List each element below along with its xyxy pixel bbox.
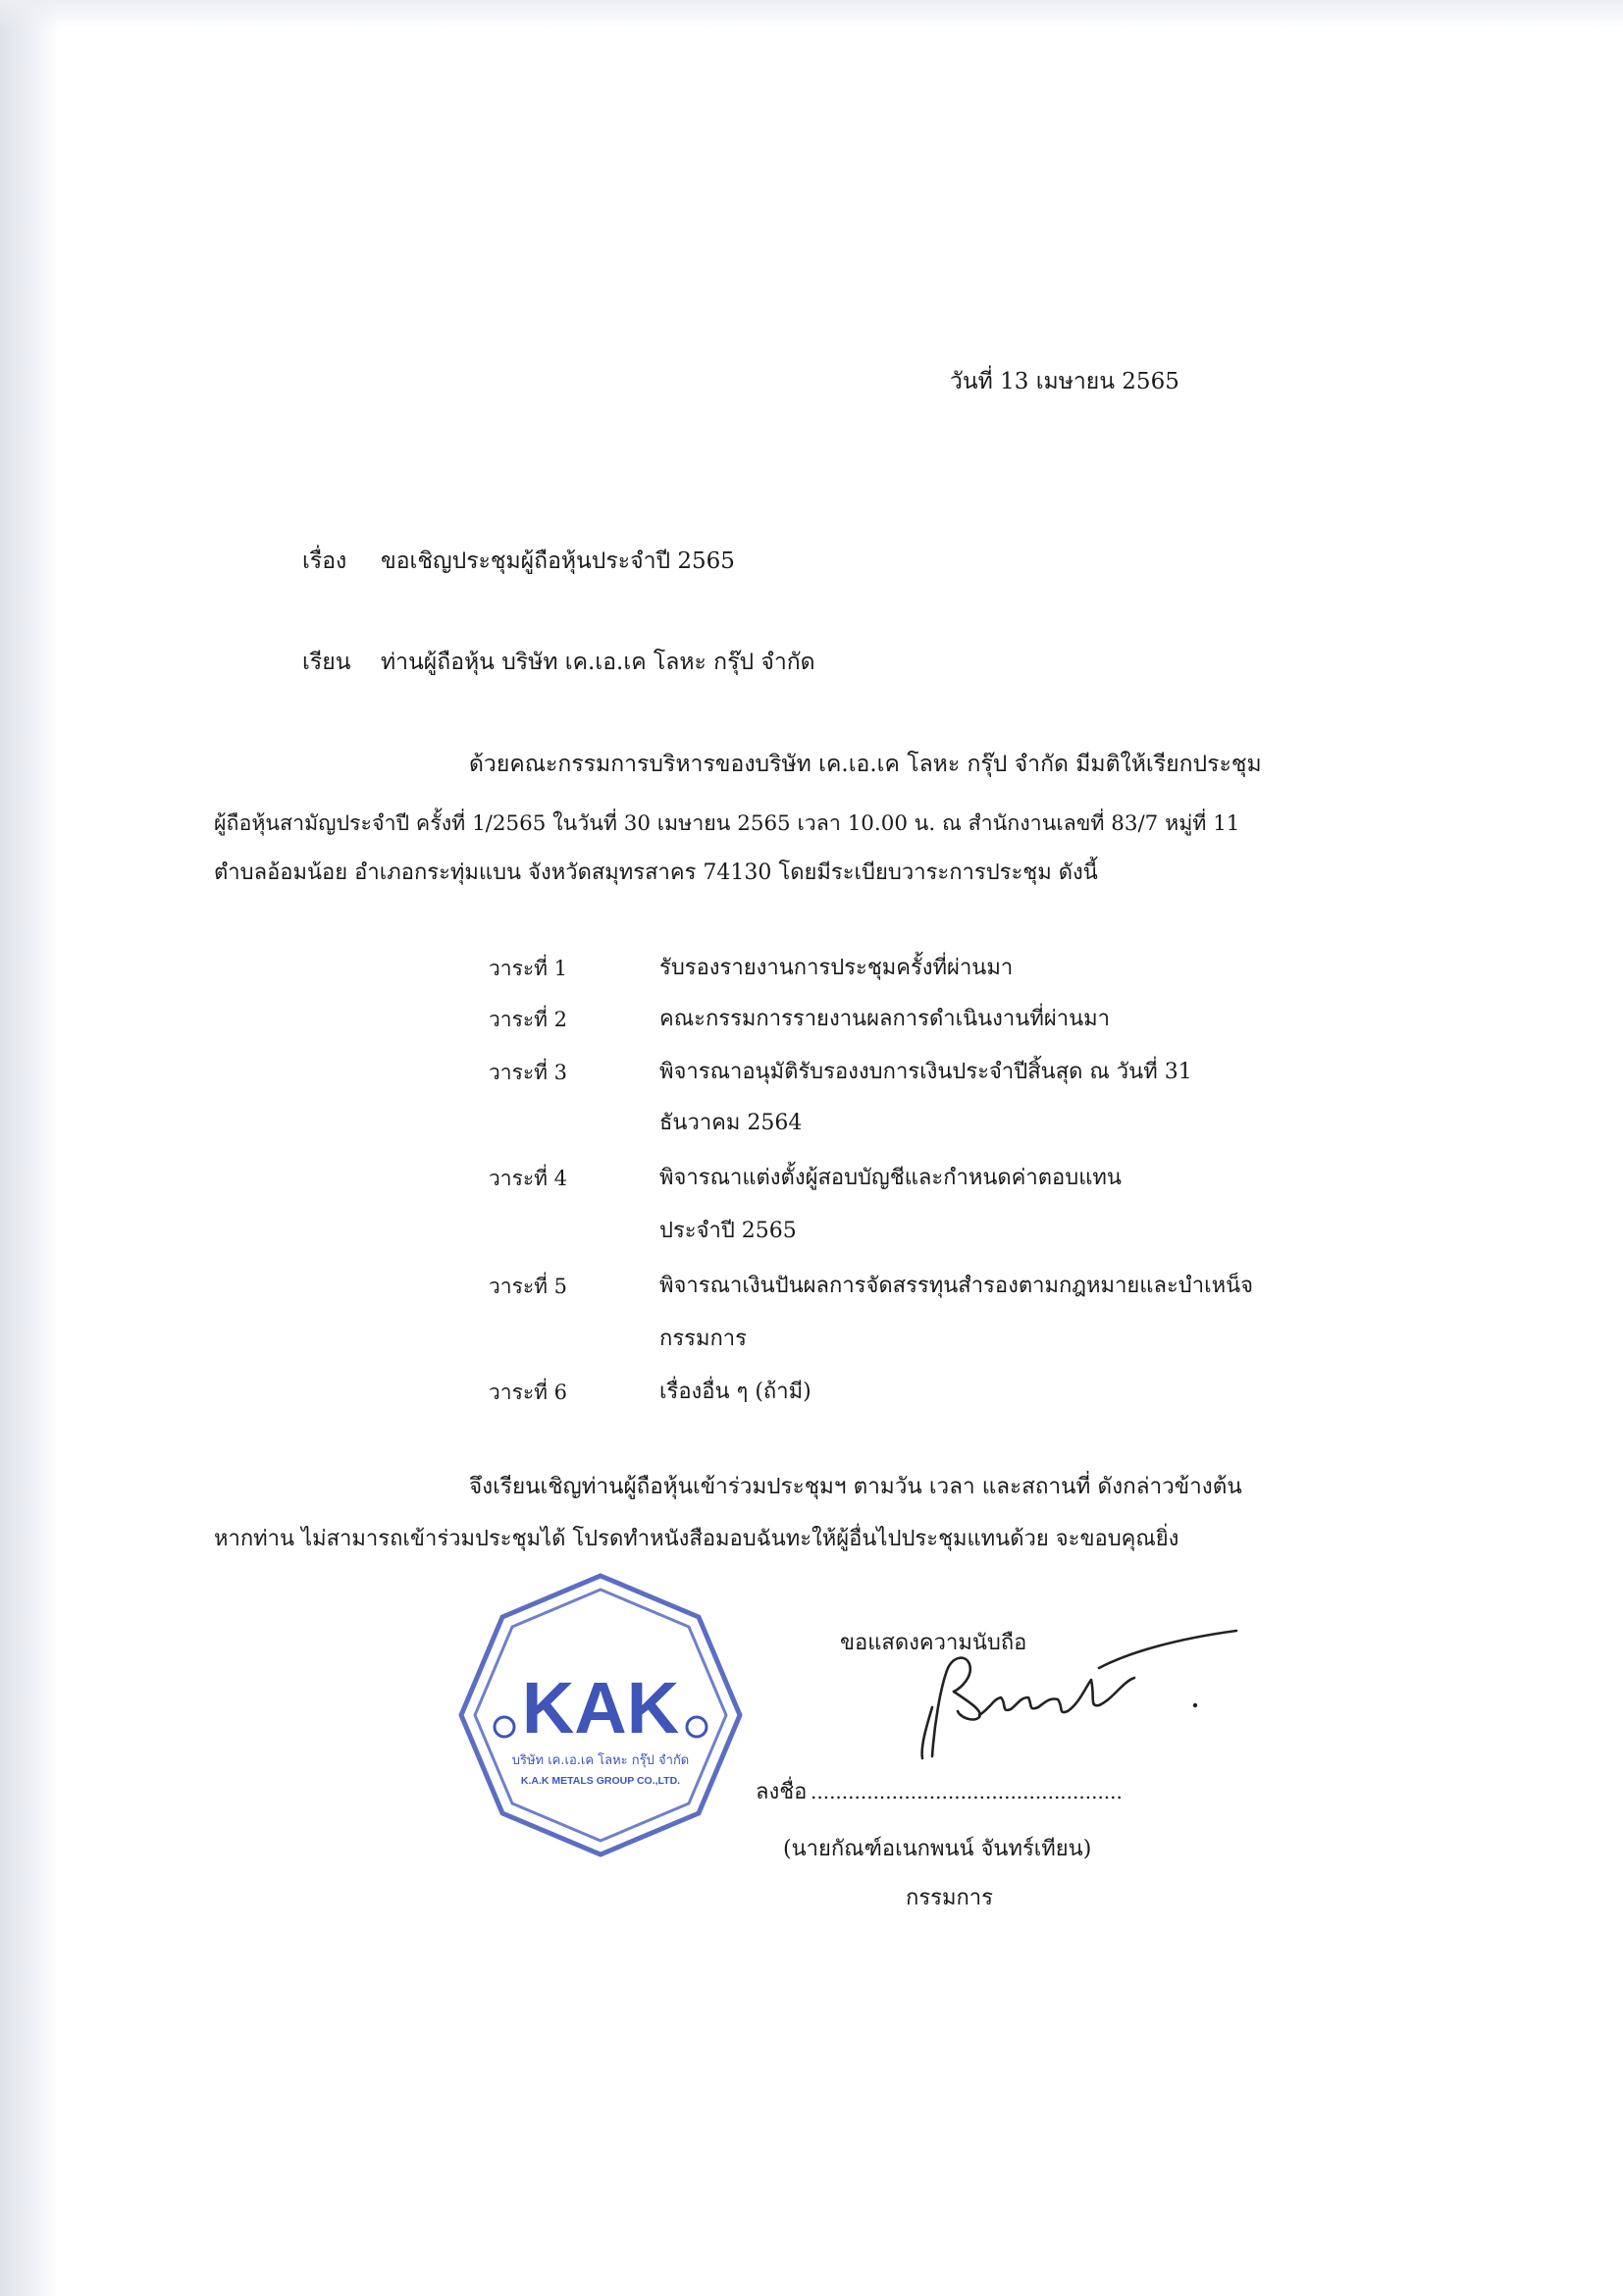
- recipient-text: ท่านผู้ถือหุ้น บริษัท เค.เอ.เค โลหะ กรุ๊ป จำกัด: [381, 650, 815, 675]
- agenda-item-text: กรรมการ: [659, 1327, 747, 1351]
- scan-edge-shadow: [0, 0, 59, 2296]
- subject-label: เรื่อง: [302, 548, 347, 574]
- agenda-item-text: พิจารณาอนุมัติรับรองงบการเงินประจำปีสิ้นสุด ณ วันที่ 31: [659, 1060, 1192, 1084]
- agenda-item-text: รับรองรายงานการประชุมครั้งที่ผ่านมา: [659, 956, 1014, 980]
- seal-recycle-icon: [495, 1717, 514, 1737]
- body-line-1: ด้วยคณะกรรมการบริหารของบริษัท เค.เอ.เค โลหะ กรุ๊ป จำกัด มีมติให้เรียกประชุม: [469, 752, 1262, 777]
- agenda-item-text: เรื่องอื่น ๆ (ถ้ามี): [659, 1380, 812, 1404]
- agenda-item-text: ธันวาคม 2564: [659, 1111, 803, 1135]
- agenda-item-text: ประจำปี 2565: [659, 1219, 797, 1243]
- letter-date: วันที่ 13 เมษายน 2565: [950, 369, 1179, 394]
- handwritten-signature: [864, 1609, 1256, 1766]
- seal-recycle-icon: [687, 1717, 707, 1737]
- closing-line-1: จึงเรียนเชิญท่านผู้ถือหุ้นเข้าร่วมประชุมฯ ตามวัน เวลา และสถานที่ ดังกล่าวข้างต้น: [469, 1474, 1242, 1499]
- company-seal: [453, 1568, 748, 1862]
- agenda-item-text: พิจารณาเงินปันผลการจัดสรรทุนสำรองตามกฎหมายและบำเหน็จ: [659, 1274, 1254, 1298]
- subject-text: ขอเชิญประชุมผู้ถือหุ้นประจำปี 2565: [381, 548, 735, 574]
- closing-line-2: หากท่าน ไม่สามารถเข้าร่วมประชุมได้ โปรดทำหนังสือมอบฉันทะให้ผู้อื่นไปประชุมแทนด้วย จะขอบคุณยิ่ง: [214, 1527, 1179, 1551]
- agenda-item-text: คณะกรรมการรายงานผลการดำเนินงานที่ผ่านมา: [659, 1007, 1110, 1031]
- body-line-2: ผู้ถือหุ้นสามัญประจำปี ครั้งที่ 1/2565 ในวันที่ 30 เมษายน 2565 เวลา 10.00 น. ณ สำนักงานเลขที่ 83/7 หมู่ที่ 11: [214, 811, 1240, 836]
- regards-text: ขอแสดงความนับถือ: [840, 1631, 1027, 1655]
- signer-name: (นายกัณฑ์อเนกพนน์ จันทร์เทียน): [783, 1837, 1092, 1861]
- recipient-label: เรียน: [302, 650, 351, 675]
- sign-label: ลงชื่อ: [756, 1780, 808, 1804]
- agenda-item-label: วาระที่ 4: [489, 1167, 568, 1190]
- seal-company-english: K.A.K METALS GROUP CO.,LTD.: [520, 1775, 681, 1787]
- signer-title: กรรมการ: [906, 1886, 993, 1910]
- seal-company-thai: บริษัท เค.เอ.เค โลหะ กรุ๊ป จำกัด: [511, 1753, 690, 1768]
- agenda-item-label: วาระที่ 2: [489, 1008, 568, 1031]
- agenda-item-label: วาระที่ 6: [489, 1381, 568, 1404]
- agenda-item-label: วาระที่ 3: [489, 1061, 568, 1084]
- agenda-item-label: วาระที่ 1: [489, 957, 568, 980]
- agenda-item-label: วาระที่ 5: [489, 1275, 568, 1298]
- body-line-3: ตำบลอ้อมน้อย อำเภอกระทุ่มแบน จังหวัดสมุทรสาคร 74130 โดยมีระเบียบวาระการประชุม ดังนี้: [214, 861, 1098, 885]
- sign-dotted-line: ..................................................: [811, 1780, 1123, 1803]
- seal-logo-text: KAK: [521, 1667, 680, 1748]
- agenda-item-text: พิจารณาแต่งตั้งผู้สอบบัญชีและกำหนดค่าตอบแทน: [659, 1166, 1122, 1190]
- scan-top-shadow: [0, 0, 1623, 29]
